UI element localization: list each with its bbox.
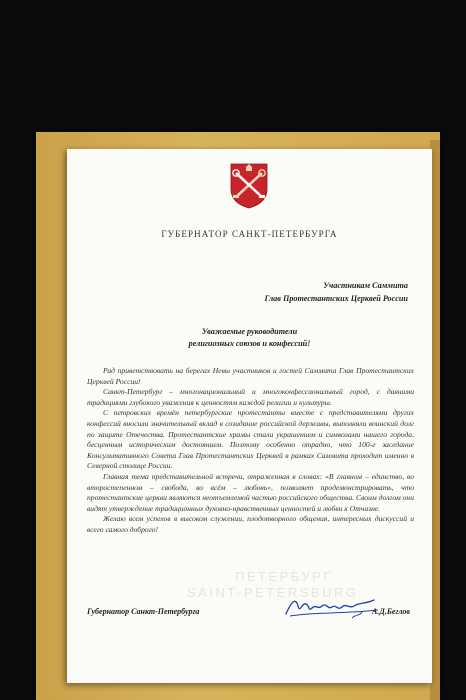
governor-title: ГУБЕРНАТОР САНКТ-ПЕТЕРБУРГА xyxy=(161,229,338,239)
paragraph-1: Рад приветствовать на берегах Невы участников и гостей Саммита Глав Протестантских Церквей России! xyxy=(87,366,414,386)
signatory-position: Губернатор Санкт-Петербурга xyxy=(87,607,200,616)
addressee-block xyxy=(264,279,408,305)
salutation-line-1: Уважаемые руководители xyxy=(201,327,298,336)
watermark-line-2: SAINT-PETERSBURG xyxy=(187,585,359,600)
addressee-line-1: Участникам Саммита xyxy=(323,281,408,290)
paragraph-4: Главная тема представительной встречи, отраженная в словах: «В главном – единство, во второстепенном – свобода, во всём – любовь», позволяет продемонстрировать, что протестантские церкви являются неотъемлемой частью российского общества. Своим долгом они видят утверждение традиционных духовно-нравственных ценностей и любви к Отчизне. xyxy=(87,471,414,513)
letter-page xyxy=(67,149,432,683)
letter-body xyxy=(87,366,414,536)
salutation-line-2: религиозных союзов и конфессий! xyxy=(188,339,311,348)
salutation xyxy=(67,326,432,350)
paragraph-5: Желаю всем успехов в высоком служении, плодотворного общения, интересных дискуссий и всего самого доброго! xyxy=(87,514,414,534)
signatory-name: А.Д.Беглов xyxy=(372,607,410,616)
coat-of-arms-icon xyxy=(230,163,268,209)
paragraph-2: Санкт-Петербург – многонациональный и многоконфессиональный город, с давними традициями глубокого уважения к ценностям каждой религии и культуры. xyxy=(87,387,414,407)
addressee-line-2: Глав Протестантских Церквей России xyxy=(264,294,408,303)
watermark-line-1: ПЕТЕРБУРГ xyxy=(235,569,333,584)
handwritten-signature xyxy=(282,592,382,622)
paragraph-3: С петровских времён петербургские протестанты вместе с представителями других конфессий вносили значительный вклад в созидание российской державы, выполняли воинский долг по защите Отечества. Протестантские храмы стали украшением и символами нашего города, бесценным историческим достоянием. Поэтому особенно отрадно, что 100-е заседание Консультативного Совета Глав Протестантских Церквей в рамках Саммита проходит именно в Северной столице России. xyxy=(87,408,414,471)
